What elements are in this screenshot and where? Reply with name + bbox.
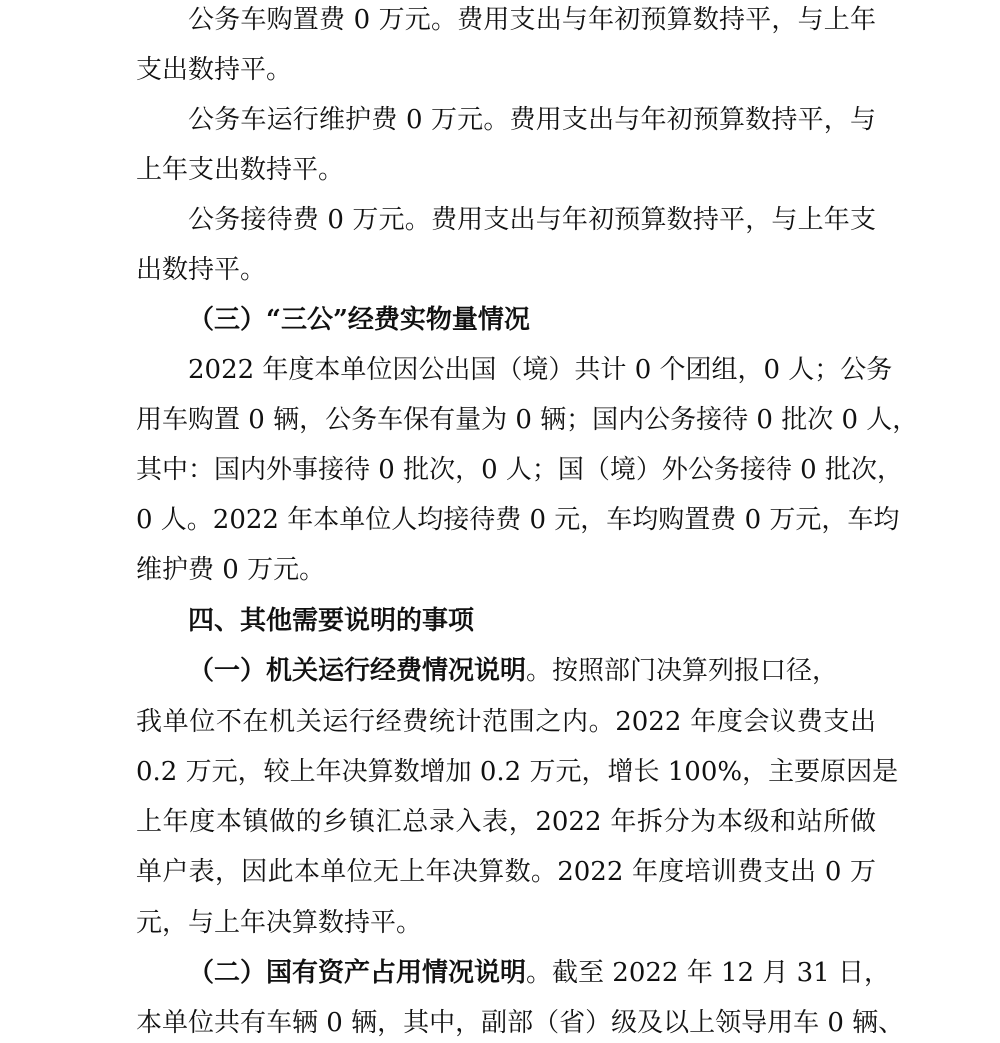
paragraph-line: 支出数持平。 — [136, 55, 293, 85]
paragraph-text: 。按照部门决算列报口径， — [526, 656, 839, 686]
paragraph-text: 。截至 2022 年 12 月 31 日， — [526, 958, 890, 988]
paragraph-line: 我单位不在机关运行经费统计范围之内。2022 年度会议费支出 — [136, 707, 876, 737]
paragraph-line: 上年度本镇做的乡镇汇总录入表，2022 年拆分为本级和站所做 — [136, 807, 876, 837]
paragraph-line: 出数持平。 — [136, 255, 267, 285]
section-heading: （三）“三公”经费实物量情况 — [188, 305, 530, 335]
paragraph-line — [188, 953, 890, 993]
paragraph-line: 其中：国内外事接待 0 批次，0 人；国（境）外公务接待 0 批次， — [136, 455, 903, 485]
paragraph-line: 0 人。2022 年本单位人均接待费 0 元，车均购置费 0 万元，车均 — [136, 505, 900, 535]
paragraph-line: 公务接待费 0 万元。费用支出与年初预算数持平，与上年支 — [188, 205, 876, 235]
paragraph-line: 公务车购置费 0 万元。费用支出与年初预算数持平，与上年 — [188, 5, 876, 35]
paragraph-line: 0.2 万元，较上年决算数增加 0.2 万元，增长 100%，主要原因是 — [136, 757, 899, 787]
section-heading: 四、其他需要说明的事项 — [188, 606, 475, 636]
paragraph-line: 单户表，因此本单位无上年决算数。2022 年度培训费支出 0 万 — [136, 857, 876, 887]
paragraph-line — [188, 651, 876, 691]
paragraph-line: 维护费 0 万元。 — [136, 555, 326, 585]
paragraph-line: 2022 年度本单位因公出国（境）共计 0 个团组，0 人；公务 — [188, 355, 893, 385]
paragraph-line: 用车购置 0 辆，公务车保有量为 0 辆；国内公务接待 0 批次 0 人， — [136, 405, 919, 435]
paragraph-line: 公务车运行维护费 0 万元。费用支出与年初预算数持平，与 — [188, 105, 876, 135]
paragraph-line: 本单位共有车辆 0 辆，其中，副部（省）级及以上领导用车 0 辆、 — [136, 1008, 905, 1038]
subsection-title: （二）国有资产占用情况说明 — [188, 958, 527, 988]
paragraph-line: 上年支出数持平。 — [136, 155, 345, 185]
subsection-title: （一）机关运行经费情况说明 — [188, 656, 527, 686]
paragraph-line: 元，与上年决算数持平。 — [136, 908, 423, 938]
